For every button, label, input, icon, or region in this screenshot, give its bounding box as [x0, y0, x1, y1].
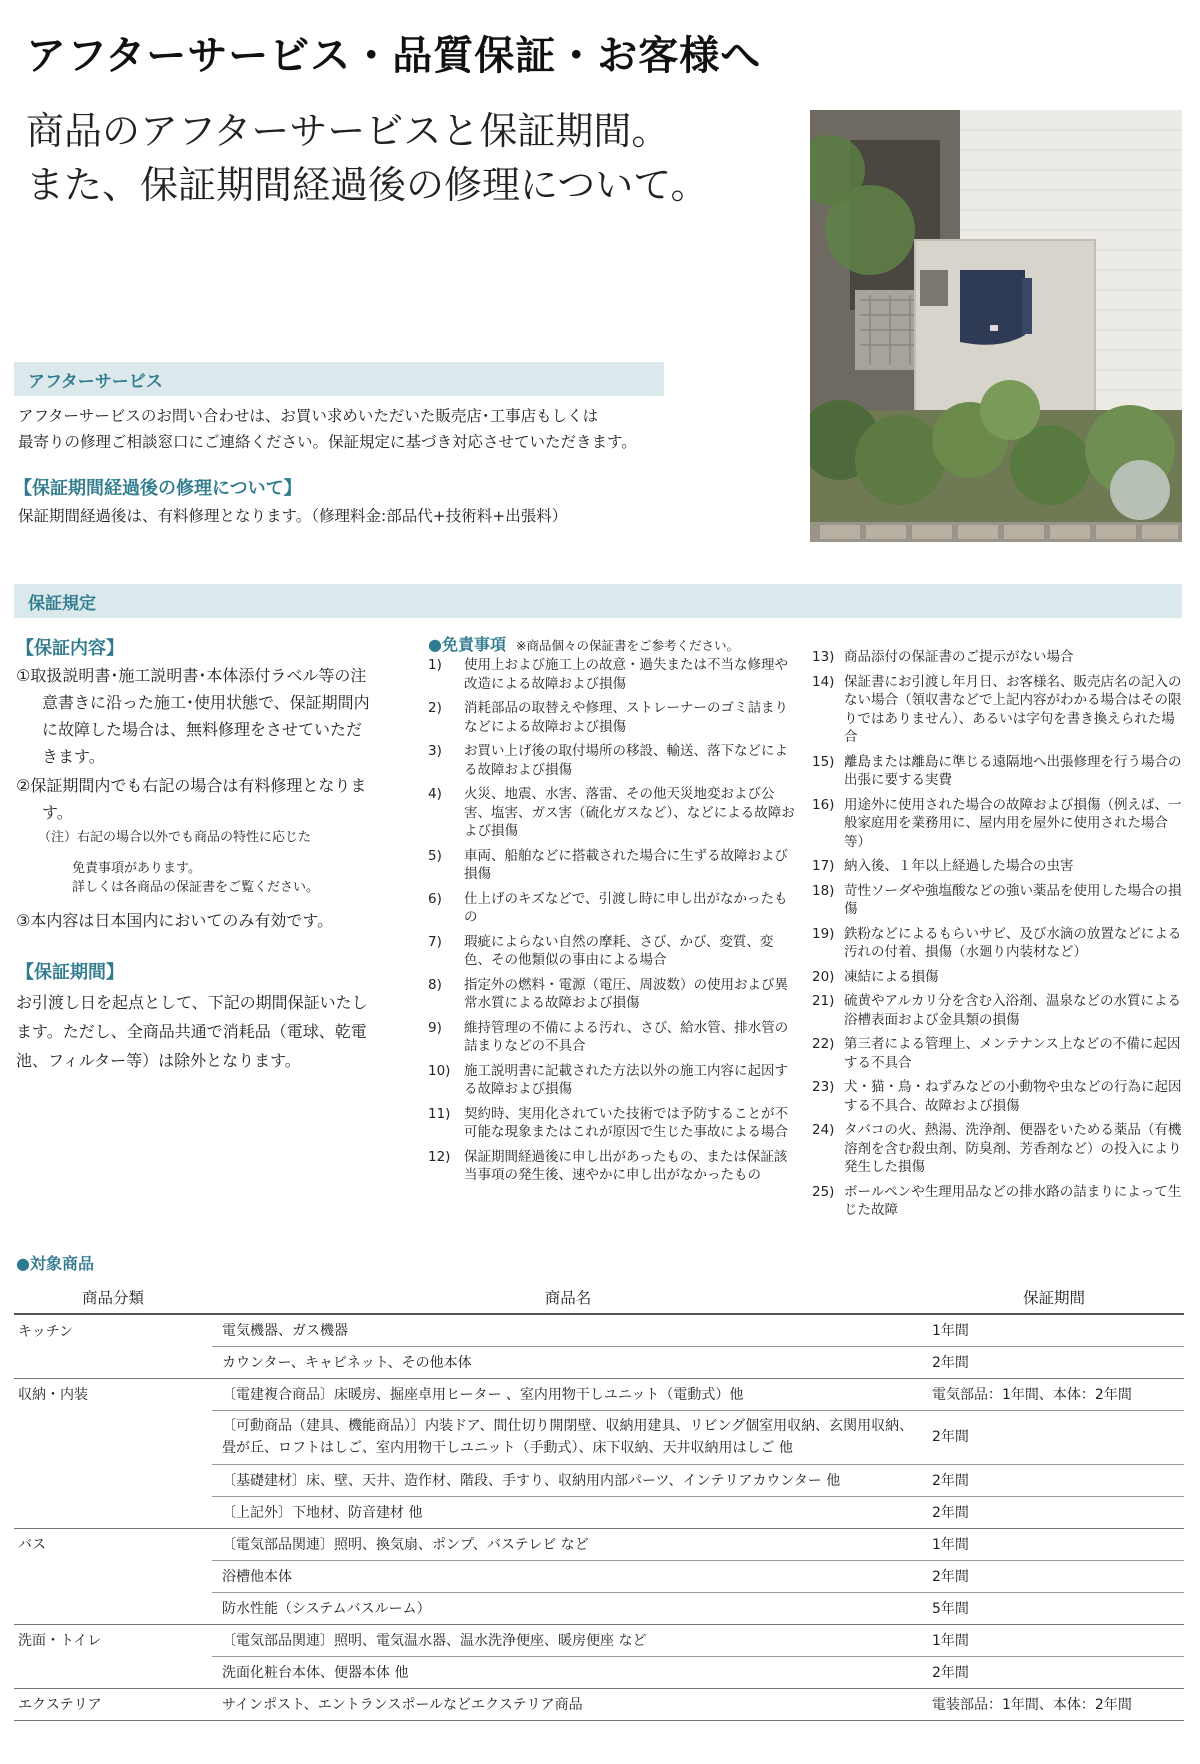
product-name-cell: サインポスト、エントランスポールなどエクステリア商品 [212, 1688, 924, 1720]
period-cell: 2年間 [924, 1496, 1184, 1528]
product-name-cell: 洗面化粧台本体、便器本体 他 [212, 1656, 924, 1688]
exemption-item [428, 933, 796, 970]
category-cell [14, 1346, 212, 1378]
exemption-number: 18) [812, 882, 835, 899]
exemption-text: 車両、船舶などに搭載された場合に生ずる故障および損傷 [464, 847, 788, 882]
exemption-item [428, 785, 796, 841]
exemption-text: タバコの火、熱湯、洗浄剤、便器をいためる薬品（有機溶剤を含む殺虫剤、防臭剤、芳香剤など）の投入により発生した損傷 [844, 1122, 1182, 1175]
column-header-category: 商品分類 [14, 1280, 212, 1314]
product-name-cell: 電気機器、ガス機器 [212, 1314, 924, 1346]
exemption-text: 納入後、１年以上経過した場合の虫害 [844, 858, 1074, 874]
warranty-item-1: ①取扱説明書･施工説明書･本体添付ラベル等の注意書きに沿った施工･使用状態で、保証期間内に故障した場合は、無料修理をさせていただきます。 [16, 666, 370, 766]
exemption-item [428, 1148, 796, 1185]
exemption-text: 保証期間経過後に申し出があったもの、または保証該当事項の発生後、速やかに申し出がなかったもの [464, 1148, 788, 1183]
table-row [14, 1464, 1184, 1496]
product-name-cell [212, 1410, 924, 1464]
period-cell: 2年間 [924, 1464, 1184, 1496]
table-row [14, 1528, 1184, 1560]
after-service-text [18, 403, 668, 455]
table-row [14, 1560, 1184, 1592]
exemption-text: 消耗部品の取替えや修理、ストレーナーのゴミ詰まりなどによる故障および損傷 [464, 700, 788, 735]
exemption-text: 瑕疵によらない自然の摩耗、さび、かび、変質、変色、その他類似の事由による場合 [464, 933, 774, 968]
exemption-number: 3) [428, 743, 442, 759]
table-row [14, 1496, 1184, 1528]
exemption-text: 指定外の燃料・電源（電圧、周波数）の使用および異常水質による故障および損傷 [464, 976, 788, 1011]
column-header-product-name: 商品名 [212, 1280, 924, 1314]
period-cell: 1年間 [924, 1528, 1184, 1560]
period-cell: 1年間 [924, 1624, 1184, 1656]
exemption-number: 23) [812, 1079, 835, 1095]
warranty-heading: 保証規定 [14, 584, 1182, 618]
product-name-cell: カウンター、キャビネット、その他本体 [212, 1346, 924, 1378]
table-row [14, 1624, 1184, 1656]
exemption-text: 使用上および施工上の故意・過失または不当な修理や改造による故障および損傷 [464, 657, 788, 692]
exemption-text: 契約時、実用化されていた技術では予防することが不可能な現象またはこれが原因で生じた事故による場合 [464, 1105, 788, 1140]
exemption-text: 保証書にお引渡し年月日、お客様名、販売店名の記入のない場合（領収書などで上記内容がわかる場合はその限りではありません）、あるいは字句を書き換えられた場合 [844, 673, 1182, 745]
exemption-number: 9) [428, 1019, 442, 1036]
exemption-item [812, 1035, 1186, 1072]
product-name-cell: 〔電気部品関連〕照明、換気扇、ポンプ、バステレビ など [212, 1528, 924, 1560]
product-name-line-1: 〔可動商品（建具、機能商品）〕内装ドア、間仕切り開閉壁、収納用建具、リビング個室用収納、玄関用収納、 [222, 1418, 914, 1434]
exemption-item [812, 1121, 1186, 1177]
subtitle-line-1: 商品のアフターサービスと保証期間。 [26, 109, 670, 153]
exemption-text: 仕上げのキズなどで、引渡し時に申し出がなかったもの [464, 890, 788, 925]
exemptions-title: ●免責事項 [428, 635, 506, 654]
exemption-text: 鉄粉などによるもらいサビ、及び水滴の放置などによる汚れの付着、損傷（水廻り内装材など） [844, 925, 1182, 960]
period-cell: 2年間 [924, 1560, 1184, 1592]
photo-illustration [810, 110, 1182, 542]
exemption-number: 20) [812, 968, 835, 985]
period-cell: 電気部品：1年間、本体：2年間 [924, 1378, 1184, 1410]
warranty-item-3: ③本内容は日本国内においてのみ有効です。 [16, 911, 334, 930]
exemption-item [428, 1062, 796, 1099]
exemption-number: 15) [812, 753, 835, 770]
category-cell: 洗面・トイレ [18, 1633, 102, 1650]
category-cell: キッチン [18, 1323, 74, 1340]
warranty-content [16, 662, 376, 936]
period-cell: 5年間 [924, 1592, 1184, 1624]
exemption-text: 凍結による損傷 [844, 968, 939, 985]
product-name-cell: 〔電気部品関連〕照明、電気温水器、温水洗浄便座、暖房便座 など [212, 1624, 924, 1656]
category-cell [14, 1592, 212, 1624]
after-service-line-1: アフターサービスのお問い合わせは、お買い求めいただいた販売店･工事店もしくは [18, 407, 599, 425]
exemption-text: 維持管理の不備による汚れ、さび、給水管、排水管の詰まりなどの不具合 [464, 1019, 789, 1054]
exemption-item [812, 753, 1186, 790]
period-cell: 電装部品：1年間、本体：2年間 [924, 1688, 1184, 1720]
exemption-number: 13) [812, 649, 835, 665]
exemption-item [812, 968, 1186, 987]
exemption-text: お買い上げ後の取付場所の移設、輸送、落下などによる故障および損傷 [464, 743, 788, 778]
period-cell: 1年間 [924, 1314, 1184, 1346]
exemptions-list-left [428, 656, 796, 1191]
exemption-number: 16) [812, 796, 835, 813]
product-name-cell: 浴槽他本体 [212, 1560, 924, 1592]
exterior-signpost-photo [810, 110, 1182, 542]
product-name-cell: 〔上記外〕下地材、防音建材 他 [212, 1496, 924, 1528]
warranty-note-1: （注）右記の場合以外でも商品の特性に応じた [38, 830, 312, 845]
category-cell [14, 1656, 212, 1688]
warranty-period-heading: 【保証期間】 [16, 962, 124, 983]
period-cell: 2年間 [924, 1346, 1184, 1378]
page-subtitle [26, 104, 708, 212]
category-cell: 収納・内装 [18, 1387, 88, 1404]
table-row [14, 1410, 1184, 1464]
table-row [14, 1314, 1184, 1346]
table-header-row [14, 1280, 1184, 1314]
exemption-text: 苛性ソーダや強塩酸などの強い薬品を使用した場合の損傷 [844, 882, 1182, 917]
exemption-number: 25) [812, 1183, 835, 1200]
exemption-text: 施工説明書に記載された方法以外の施工内容に起因する故障および損傷 [464, 1062, 788, 1097]
repair-heading: 【保証期間経過後の修理について】 [14, 478, 302, 499]
exemption-item [428, 847, 796, 884]
category-cell [14, 1560, 212, 1592]
exemption-number: 22) [812, 1036, 835, 1052]
category-cell: エクステリア [14, 1688, 212, 1720]
exemption-number: 7) [428, 933, 442, 950]
warranty-note-2: 免責事項があります。 [72, 861, 201, 876]
table-row [14, 1346, 1184, 1378]
product-name-cell: 〔基礎建材〕床、壁、天井、造作材、階段、手すり、収納用内部パーツ、インテリアカウンター 他 [212, 1464, 924, 1496]
exemption-item [812, 882, 1186, 919]
exemption-item [812, 648, 1186, 667]
exemption-item [812, 857, 1186, 876]
exemption-number: 11) [428, 1105, 451, 1122]
page-title: アフターサービス・品質保証・お客様へ [26, 33, 762, 79]
product-name-cell: 〔電建複合商品〕床暖房、掘座卓用ヒーター 、室内用物干しユニット（電動式）他 [212, 1378, 924, 1410]
exemption-item [812, 1183, 1186, 1220]
exemption-item [428, 976, 796, 1013]
category-cell [14, 1410, 212, 1464]
exemption-item [428, 890, 796, 927]
exemptions-heading [428, 632, 739, 655]
exemption-item [428, 699, 796, 736]
exemption-number: 8) [428, 976, 442, 993]
exemption-text: 第三者による管理上、メンテナンス上などの不備に起因する不具合 [844, 1036, 1181, 1071]
exemption-number: 1) [428, 657, 442, 673]
exemption-number: 24) [812, 1122, 835, 1138]
exemption-item [428, 656, 796, 693]
table-row [14, 1656, 1184, 1688]
period-cell: 2年間 [924, 1656, 1184, 1688]
exemption-text: 離島または離島に準じる遠隔地へ出張修理を行う場合の出張に要する実費 [844, 753, 1182, 788]
exemption-number: 2) [428, 700, 442, 716]
exemption-item [428, 742, 796, 779]
warranty-note-3: 詳しくは各商品の保証書をご覧ください。 [72, 880, 320, 895]
warranty-content-heading: 【保証内容】 [16, 638, 124, 659]
exemption-item [812, 1078, 1186, 1115]
exemption-item [812, 992, 1186, 1029]
repair-text: 保証期間経過後は、有料修理となります。（修理料金:部品代+技術料+出張料） [18, 507, 568, 525]
warranty-item-2: ②保証期間内でも右記の場合は有料修理となります。 [16, 776, 367, 822]
warranty-period-text: お引渡し日を起点として、下記の期間保証いたします。ただし、全商品共通で消耗品（電球、乾電池、フィルター等）は除外となります。 [16, 993, 368, 1070]
exemption-number: 12) [428, 1148, 451, 1165]
table-row [14, 1378, 1184, 1410]
target-products-table [14, 1280, 1184, 1721]
column-header-period: 保証期間 [924, 1280, 1184, 1314]
exemption-number: 10) [428, 1062, 451, 1079]
category-cell [14, 1464, 212, 1496]
exemption-text: 犬・猫・鳥・ねずみなどの小動物や虫などの行為に起因する不具合、故障および損傷 [844, 1079, 1182, 1114]
table-row [14, 1688, 1184, 1720]
exemption-number: 14) [812, 673, 835, 690]
category-cell [14, 1496, 212, 1528]
product-name-cell: 防水性能（システムバスルーム） [212, 1592, 924, 1624]
exemption-item [428, 1105, 796, 1142]
exemption-text: 硫黄やアルカリ分を含む入浴剤、温泉などの水質による浴槽表面および金具類の損傷 [844, 993, 1181, 1028]
exemption-item [812, 673, 1186, 747]
exemption-text: 用途外に使用された場合の故障および損傷（例えば、一般家庭用を業務用に、屋内用を屋外に使用された場合等） [844, 796, 1182, 850]
exemption-number: 21) [812, 993, 835, 1009]
exemption-number: 5) [428, 847, 442, 864]
after-service-heading: アフターサービス [14, 362, 664, 396]
exemptions-list-right [812, 648, 1186, 1226]
table-row [14, 1592, 1184, 1624]
exemption-number: 19) [812, 925, 835, 942]
exemption-text: 商品添付の保証書のご提示がない場合 [844, 649, 1074, 665]
exemption-item [812, 796, 1186, 852]
exemption-text: 火災、地震、水害、落雷、その他天災地変および公害、塩害、ガス害（硫化ガスなど）、などによる故障および損傷 [464, 786, 795, 839]
exemption-item [428, 1019, 796, 1056]
subtitle-line-2: また、保証期間経過後の修理について。 [26, 163, 709, 207]
category-cell: バス [18, 1537, 46, 1554]
after-service-line-2: 最寄りの修理ご相談窓口にご連絡ください。保証規定に基づき対応させていただきます。 [18, 433, 637, 451]
exemption-number: 17) [812, 858, 835, 874]
period-cell: 2年間 [924, 1410, 1184, 1464]
target-products-heading: ●対象商品 [16, 1254, 94, 1273]
product-name-line-2: 畳が丘、ロフトはしご、室内用物干しユニット（手動式）、床下収納、天井収納用はしご 他 [222, 1440, 793, 1456]
exemption-number: 4) [428, 786, 442, 802]
exemption-item [812, 925, 1186, 962]
exemptions-note: ※商品個々の保証書をご参考ください。 [515, 638, 739, 653]
exemption-text: ボールペンや生理用品などの排水路の詰まりによって生じた故障 [844, 1183, 1182, 1218]
exemption-number: 6) [428, 890, 442, 907]
